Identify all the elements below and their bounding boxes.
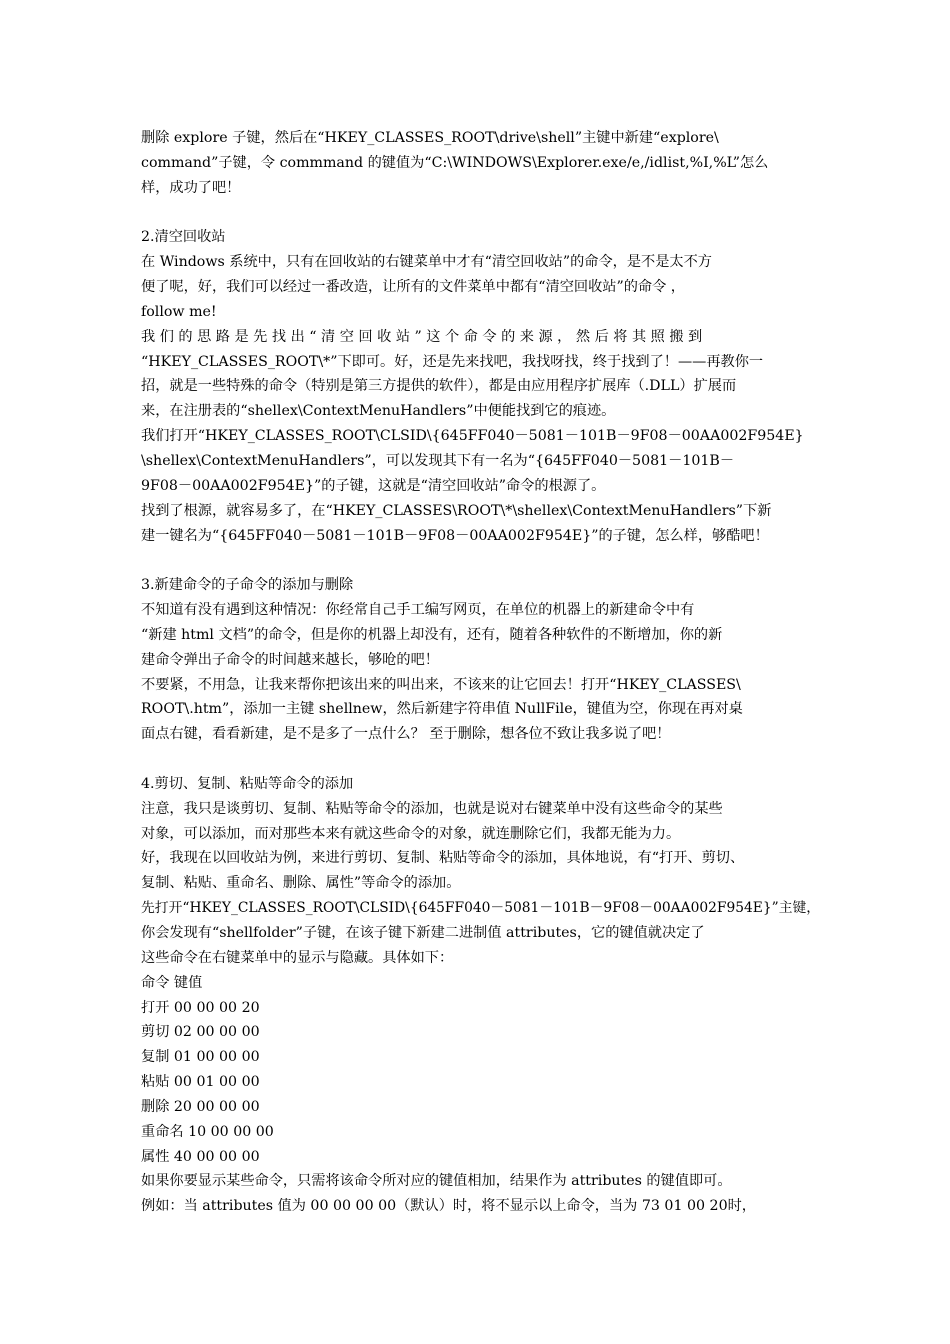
paragraph-line: 9F08－00AA002F954E}”的子键，这就是“清空回收站”命令的根源了。 — [141, 477, 606, 494]
paragraph-line: 复制、粘贴、重命名、删除、属性”等命令的添加。 — [141, 875, 461, 892]
paragraph-line: “HKEY_CLASSES_ROOT\*”下即可。好，还是先来找吧，我找呀找，终于找到了！——再教你一 — [141, 353, 764, 370]
table-row-line: 打开 00 00 00 20 — [141, 999, 260, 1016]
table-row-line: 粘贴 00 01 00 00 — [141, 1074, 260, 1091]
table-row-line: 属性 40 00 00 00 — [141, 1148, 260, 1165]
paragraph-line: 我们打开“HKEY_CLASSES_ROOT\CLSID\{645FF040－5081－101B－9F08－00AA002F954E} — [141, 428, 804, 445]
paragraph-line: 来，在注册表的“shellex\ContextMenuHandlers”中便能找到它的痕迹。 — [141, 403, 616, 420]
paragraph-line: “新建 html 文档”的命令，但是你的机器上却没有，还有，随着各种软件的不断增加，你的新 — [141, 626, 723, 643]
table-row-line: 剪切 02 00 00 00 — [141, 1024, 260, 1041]
blank-line — [141, 548, 823, 573]
paragraph-line: 便了呢，好，我们可以经过一番改造，让所有的文件菜单中都有“清空回收站”的命令 ， — [141, 279, 685, 296]
section-heading: 3.新建命令的子命令的添加与删除 — [141, 577, 354, 594]
paragraph-line: 你会发现有“shellfolder”子键，在该子键下新建二进制值 attributes，它的键值就决定了 — [141, 925, 705, 941]
section-heading: 4.剪切、复制、粘贴等命令的添加 — [141, 775, 354, 792]
paragraph-line: ROOT\.htm”，添加一主键 shellnew，然后新建字符串值 NullFile，键值为空，你现在再对桌 — [141, 701, 743, 718]
paragraph-line: 招，就是一些特殊的命令（特别是第三方提供的软件），都是由应用程序扩展库（.DLL）扩展而 — [141, 378, 737, 395]
blank-line — [141, 747, 823, 772]
table-row-line: 删除 20 00 00 00 — [141, 1098, 260, 1115]
paragraph-line: 不知道有没有遇到这种情况：你经常自己手工编写网页，在单位的机器上的新建命令中有 — [141, 602, 695, 619]
paragraph-line: 建一键名为“{645FF040－5081－101B－9F08－00AA002F954E}”的子键，怎么样，够酷吧！ — [141, 527, 769, 544]
paragraph-line: 注意，我只是谈剪切、复制、粘贴等命令的添加，也就是说对右键菜单中没有这些命令的某些 — [141, 800, 723, 817]
paragraph-line: 如果你要显示某些命令，只需将该命令所对应的键值相加，结果作为 attributes 的键值即可。 — [141, 1173, 732, 1190]
paragraph-line: 样，成功了吧！ — [141, 179, 241, 196]
paragraph-line: 对象，可以添加，而对那些本来有就这些命令的对象，就连删除它们，我都无能为力。 — [141, 825, 681, 842]
document-body — [141, 126, 823, 1219]
paragraph-line: 删除 explore 子键，然后在“HKEY_CLASSES_ROOT\drive\shell”主键中新建“explore\ — [141, 130, 719, 146]
paragraph-line: 这些命令在右键菜单中的显示与隐藏。具体如下： — [141, 949, 454, 966]
paragraph-line: 先打开“HKEY_CLASSES_ROOT\CLSID\{645FF040－5081－101B－9F08－00AA002F954E}”主键， — [141, 900, 821, 917]
table-row-line: 重命名 10 00 00 00 — [141, 1123, 274, 1140]
paragraph-line: \shellex\ContextMenuHandlers”，可以发现其下有一名为“{645FF040－5081－101B－ — [141, 452, 735, 469]
paragraph-line: 找到了根源，就容易多了，在“HKEY_CLASSES\ROOT\*\shellex\ContextMenuHandlers”下新 — [141, 502, 772, 519]
paragraph-line: 好，我现在以回收站为例，来进行剪切、复制、粘贴等命令的添加，具体地说，有“打开、剪切、 — [141, 850, 745, 867]
table-row-line: 复制 01 00 00 00 — [141, 1049, 260, 1066]
paragraph-line: 面点右键，看看新建，是不是多了一点什么？ 至于删除，想各位不致让我多说了吧！ — [141, 726, 671, 743]
paragraph-line: command”子键，令 commmand 的键值为“C:\WINDOWS\Explorer.exe/e,/idlist,%I,%L”怎么 — [141, 154, 769, 171]
blank-line — [141, 201, 823, 226]
paragraph-line: follow me! — [141, 303, 217, 320]
section-heading: 2.清空回收站 — [141, 229, 226, 246]
paragraph-line: 在 Windows 系统中，只有在回收站的右键菜单中才有“清空回收站”的命令，是不是太不方 — [141, 254, 712, 271]
table-header-line: 命令 键值 — [141, 974, 203, 991]
paragraph-line: 我 们 的 思 路 是 先 找 出 “ 清 空 回 收 站 ” 这 个 命 令 的 来 源 ， 然 后 将 其 照 搬 到 — [141, 328, 703, 345]
paragraph-line: 不要紧，不用急，让我来帮你把该出来的叫出来，不该来的让它回去！打开“HKEY_CLASSES\ — [141, 676, 741, 693]
paragraph-line: 建命令弹出子命令的时间越来越长，够呛的吧！ — [141, 651, 439, 668]
paragraph-line: 例如：当 attributes 值为 00 00 00 00（默认）时，将不显示以上命令，当为 73 01 00 20时， — [141, 1198, 756, 1215]
